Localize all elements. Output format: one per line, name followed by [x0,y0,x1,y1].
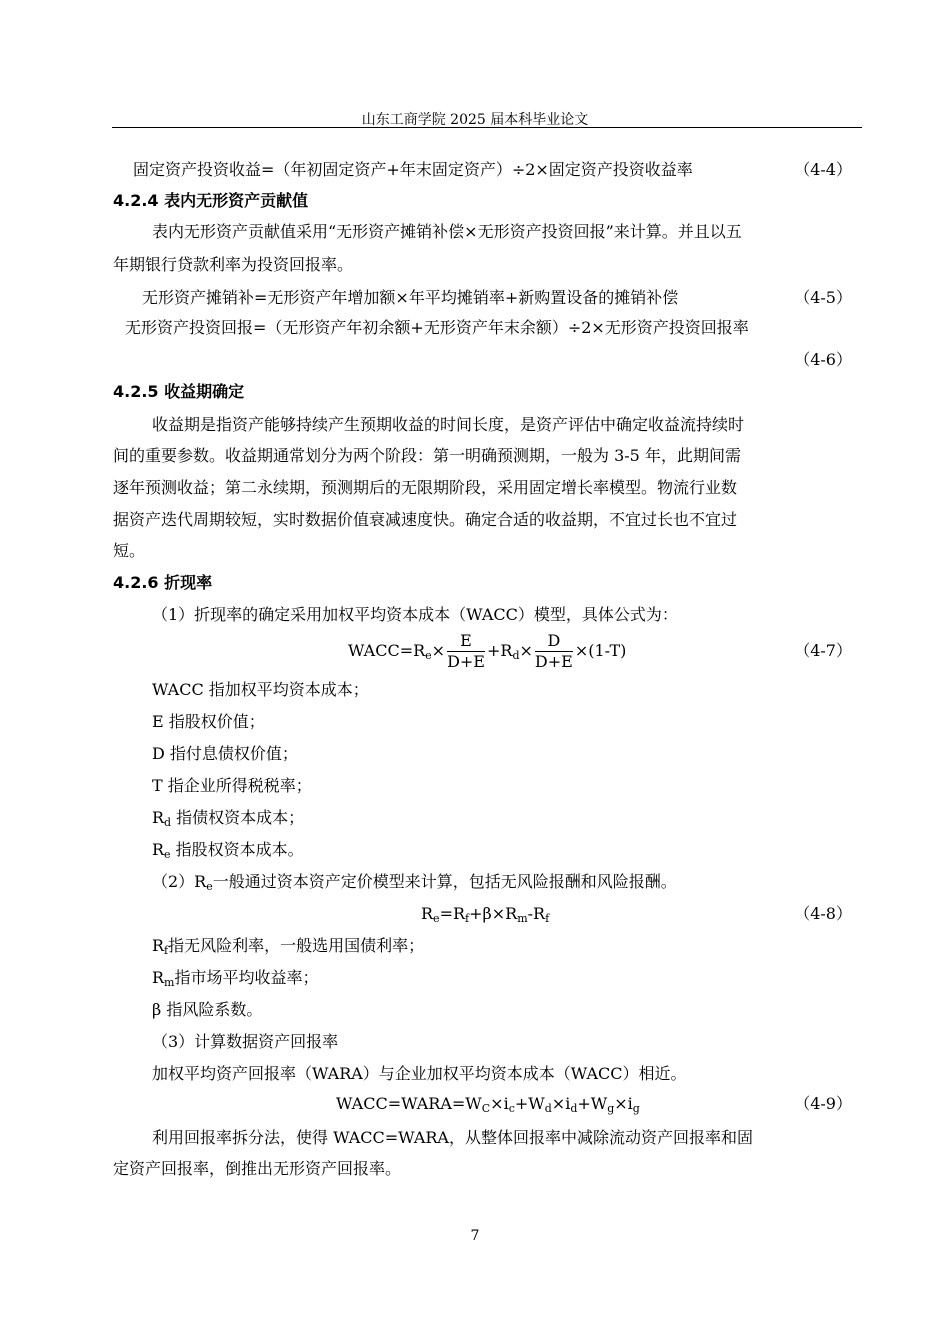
para3: 加权平均资产回报率（WARA）与企业加权平均资本成本（WACC）相近。 [152,1064,687,1083]
equation-number-4-7: （4-7） [794,641,852,660]
equation-number-4-8: （4-8） [794,904,852,923]
para1-line2: 年期银行贷款利率为投资回报率。 [113,255,354,274]
eq49-c: +W [514,1094,545,1113]
item1: （1）折现率的确定采用加权平均资本成本（WACC）模型，具体公式为： [152,605,678,624]
equation-4-4: 固定资产投资收益=（年初固定资产+年末固定资产）÷2×固定资产投资收益率 [133,160,693,179]
def-re-text: 指股权资本成本。 [170,840,304,859]
equation-number-4-9: （4-9） [794,1094,852,1113]
item2-sub: e [206,880,213,893]
section-heading-4-2-4: 4.2.4 表内无形资产贡献值 [113,191,309,210]
eq49-e-sub: g [607,1102,615,1115]
eq47-times2: × [519,641,533,660]
def-e: E 指股权价值； [152,712,265,731]
eq48-b: =R [439,904,466,923]
eq49-f: ×i [614,1094,633,1113]
para2-line3: 逐年预测收益；第二永续期，预测期后的无限期阶段，采用固定增长率模型。物流行业数 [113,478,738,497]
eq47-sub-d: d [512,649,520,662]
eq47-sub-e: e [425,649,432,662]
eq47-lhs: WACC=R [348,641,426,660]
def-re [152,840,304,860]
item2-text: 一般通过资本资产定价模型来计算，包括无风险报酬和风险报酬。 [212,872,677,891]
eq47-fraction2 [535,631,573,672]
eq49-d: ×i [551,1094,571,1113]
item2 [152,872,677,892]
para4-line1: 利用回报率拆分法，使得 WACC=WARA，从整体回报率中减除流动资产回报率和固 [152,1128,753,1147]
def-rm [152,968,319,988]
header-rule [112,127,862,128]
eq49-d-sub: d [570,1102,578,1115]
eq48-c-sub: m [517,912,528,925]
eq48-b-sub: f [465,912,470,925]
def-rf-text: 指无风险利率，一般选用国债利率； [168,936,425,955]
def-rm-base: R [152,968,165,987]
section-heading-4-2-5: 4.2.5 收益期确定 [113,382,245,401]
eq47-numerator2: D [535,631,573,652]
equation-4-9 [336,1094,640,1114]
eq48-c: +β×R [469,904,518,923]
eq49-f-sub: g [632,1102,640,1115]
eq47-denominator2: D+E [534,652,573,671]
def-re-sub: e [164,848,171,861]
eq48-a-sub: e [433,912,440,925]
eq47-denominator1: D+E [447,652,485,671]
equation-4-5: 无形资产摊销补=无形资产年增加额×年平均摊销率+新购置设备的摊销补偿 [142,288,679,307]
page-header: 山东工商学院 2025 届本科毕业论文 [361,112,589,128]
equation-4-7 [348,627,626,675]
def-d: D 指付息债权价值； [152,744,298,763]
para4-line2: 定资产回报率，倒推出无形资产回报率。 [113,1159,402,1178]
equation-number-4-6: （4-6） [794,350,852,369]
para2-line1: 收益期是指资产能够持续产生预期收益的时间长度，是资产评估中确定收益流持续时 [152,415,745,434]
item2-pre: （2）R [152,872,207,891]
eq47-tail: ×(1-T) [574,641,627,660]
def-rm-sub: m [164,976,175,989]
para2-line5: 短。 [113,541,146,560]
eq48-d-sub: f [545,912,550,925]
equation-number-4-5: （4-5） [794,288,852,307]
eq47-times1: × [431,641,446,660]
para2-line4: 据资产迭代周期较短，实时数据价值衰减速度快。确定合适的收益期，不宜过长也不宜过 [113,510,738,529]
eq49-b-sub: c [508,1102,515,1115]
eq49-a: WACC=WARA=W [336,1094,482,1113]
def-t: T 指企业所得税税率； [152,776,312,795]
eq49-c-sub: d [544,1102,552,1115]
def-rf-base: R [152,936,165,955]
eq49-b: ×i [490,1094,509,1113]
def-rd-text: 指债权资本成本； [171,808,305,827]
para2-line2: 间的重要参数。收益期通常划分为两个阶段：第一明确预测期，一般为 3-5 年，此期间需 [113,446,741,465]
def-rd-sub: d [164,816,172,829]
equation-4-8 [421,904,549,924]
eq49-e: +W [577,1094,608,1113]
para1-line1: 表内无形资产贡献值采用“无形资产摊销补偿×无形资产投资回报”来计算。并且以五 [152,222,742,241]
eq47-numerator1: E [447,631,485,652]
def-wacc: WACC 指加权平均资本成本； [152,680,369,699]
def-rm-text: 指市场平均收益率； [174,968,319,987]
page-number: 7 [470,1228,480,1244]
eq48-a: R [421,904,434,923]
section-heading-4-2-6: 4.2.6 折现率 [113,573,213,592]
def-rf [152,936,424,956]
def-re-base: R [152,840,165,859]
def-beta: β 指风险系数。 [152,1000,263,1019]
def-rd [152,808,304,828]
eq47-plus: +R [486,641,513,660]
equation-number-4-4: （4-4） [794,160,852,179]
def-rd-base: R [152,808,165,827]
eq49-a-sub: C [481,1102,491,1115]
item3: （3）计算数据资产回报率 [152,1032,339,1051]
eq47-fraction1 [447,631,485,672]
eq48-d: -R [527,904,546,923]
def-rf-sub: f [164,944,169,957]
equation-4-6: 无形资产投资回报=（无形资产年初余额+无形资产年末余额）÷2×无形资产投资回报率 [125,318,749,337]
